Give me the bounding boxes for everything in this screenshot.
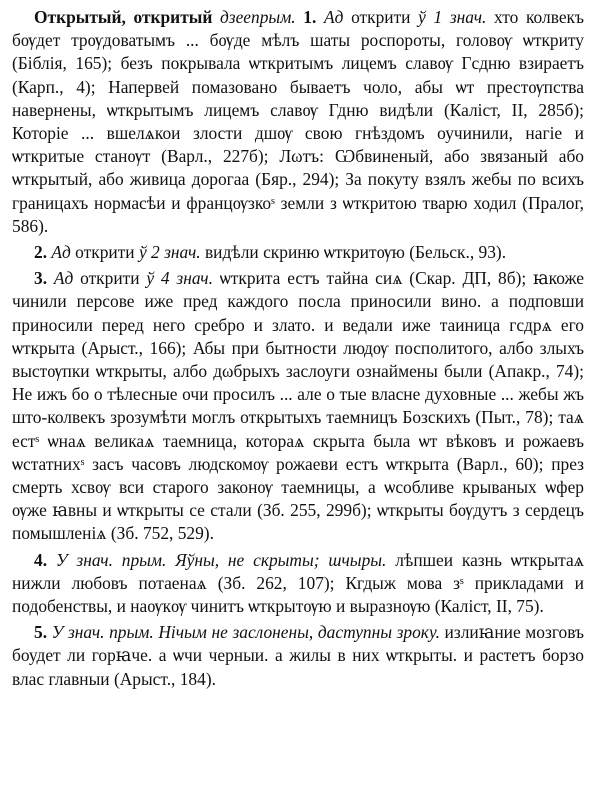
sense-number: 5.: [34, 622, 48, 643]
dictionary-entry-sense-2: [12, 241, 584, 264]
sense-text: открити: [70, 242, 139, 263]
sense-reference: ў 2 знач.: [138, 242, 201, 263]
sense-definition: У знач. прым. Нічым не заслонены, даступны зроку.: [51, 622, 440, 643]
sense-definition: У знач. прым. Яўны, не скрыты; шчыры.: [55, 549, 387, 570]
sense-definition: Ад: [53, 268, 74, 289]
dictionary-entry-sense-1: [12, 6, 584, 238]
dictionary-entry-sense-5: [12, 621, 584, 691]
sense-citations: излиꙗние мозговъ боудет ли горꙗче. а ѡчи черныи. а жилы в них ѡткрыты. и растетъ борзо влас главныи (Арыст., 184).: [12, 622, 585, 689]
sense-number: 1.: [303, 7, 317, 27]
sense-definition: Ад: [324, 7, 344, 27]
sense-citations: хто колвекъ бѹдет трѹдоватымъ ... бѹде мѣлъ шаты роспороты, головѹ ѡткриту (Біблія, 165); безъ покрывала ѡткритымъ лицемъ славѹ Гсдню взираетъ (Карп., 4); Напервей помазовано бываетъ чоло, абы ѡт престѹпства навернены, ѡткрытымъ лицемъ славѹ Гдню видѣли (Каліст, II, 285б); Которіе ... вшелѧкои злости дшѹ свою гнѣздомъ оучинили, нагіе и ѡткритые станѹт (Варл., 227б); Лωтъ: Ѡбвиненый, або звязаный або ѡткрытый, або живица дорогаа (Бяр., 294); За покуту взялъ жебы по всихъ границахъ нормасѣи и францѹзкоˢ земли з ѡткритою тварю ходил (Пралог, 586).: [12, 7, 584, 236]
sense-number: 3.: [34, 268, 48, 289]
sense-citations: лѣпшеи казнь ѡткрытаѧ нижли любовъ потаенаѧ (Зб. 262, 107); Кгдыж мова зˢ прикладами и подобенствы, и наѹкѹ чинитъ ѡткрытѹю и выразнѹю (Каліст, II, 75).: [12, 549, 584, 617]
sense-reference: ў 4 знач.: [146, 268, 213, 289]
sense-citations: видѣли скриню ѡткритѹю (Бельск., 93).: [200, 242, 507, 263]
sense-number: 2.: [34, 242, 48, 263]
sense-citations: ѡткрита естъ тайна сиѧ (Скар. ДП, 8б); ꙗкоже чинили персове иже пред каждого посла приносили вино. а подповши приносили перед него сребро и злато. и ведали иже таиница гсдрѧ его ѡткрыта (Арыст., 166); Абы при бытности людѹ посполитого, албо злыхъ выстѹпки ѡткрыты, албо дωбрыхъ заслоуги ознаймены были (Апакр., 74); Не ижъ бо о тѣлесные очи просилъ ... але о тые власне духовные ... жебы жъ што-колвекъ зрозумѣти моглъ открытыхъ таемницъ Бозскихъ (Пыт., 78); таѧ естˢ ѡнаѧ великаѧ таемница, котораѧ скрыта была ѡт вѣковъ и рожаевъ ѡстатнихˢ засъ часовъ людскомѹ рожаеви естъ ѡткрыта (Варл., 60); през смерть хсвѹ вси старого законѹ таемницы, а ѡсобливе крываных ѡфер ѹже ꙗвны и ѡткрыты се стали (Зб. 255, 299б); ѡткрыты бѹдутъ з сердецъ помышленіѧ (Зб. 752, 529).: [12, 268, 584, 544]
sense-reference: ў 1 знач.: [418, 7, 487, 27]
dictionary-entry-sense-4: [12, 549, 584, 619]
part-of-speech: дзеепрым.: [220, 7, 296, 27]
dictionary-entry-sense-3: [12, 267, 584, 545]
sense-text: открити: [73, 268, 147, 289]
sense-number: 4.: [34, 549, 48, 570]
headword: Открытый, откритый: [34, 7, 213, 27]
sense-definition: Ад: [51, 242, 71, 263]
sense-text: открити: [343, 7, 419, 27]
